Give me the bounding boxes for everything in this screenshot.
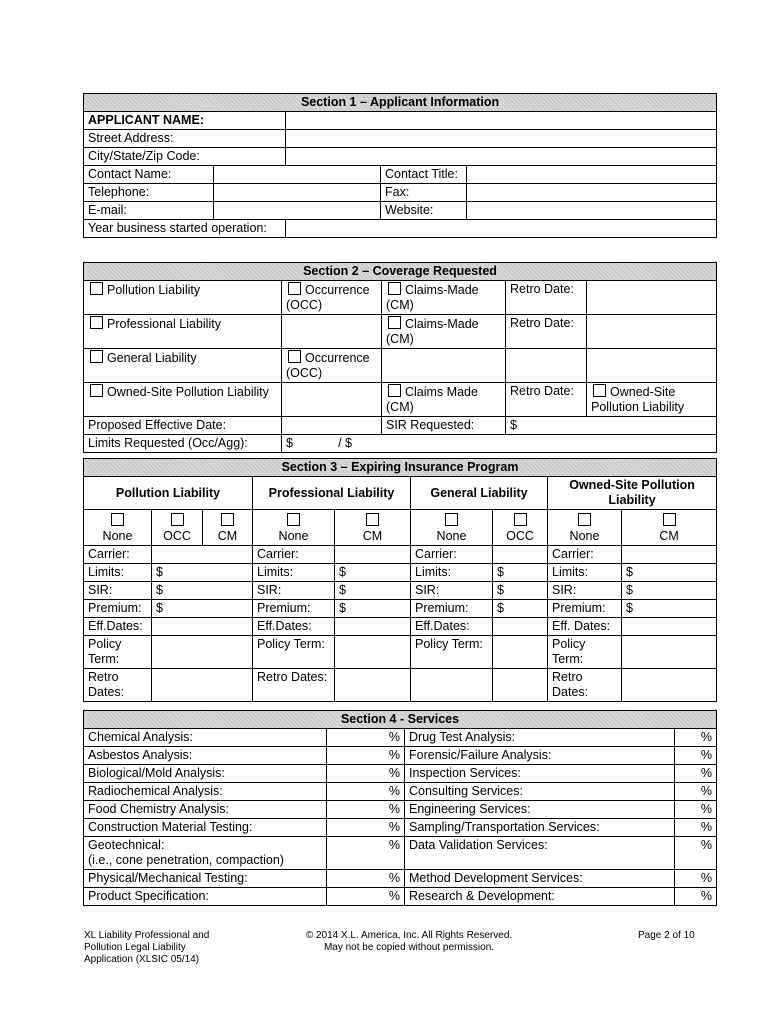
general-eff-dates-field[interactable] <box>493 618 548 636</box>
pollution-liability-label: Pollution Liability <box>107 283 201 297</box>
general-none-option[interactable] <box>411 510 493 546</box>
professional-retro-dates-label: Retro Dates: <box>253 669 335 702</box>
service-label-left: Chemical Analysis: <box>84 729 327 747</box>
page-number: Page 2 of 10 <box>638 930 695 941</box>
section-2-title: Section 2 – Coverage Requested <box>84 263 717 281</box>
contact-title-label: Contact Title: <box>381 166 467 184</box>
professional-cm-option[interactable] <box>335 510 411 546</box>
occ-label: OCC <box>506 529 534 543</box>
service-pct-left[interactable]: % <box>327 888 405 906</box>
pollution-limits-field[interactable]: $ <box>152 564 253 582</box>
general-retro-dates-label <box>411 669 493 702</box>
none-label: None <box>102 529 133 543</box>
year-started-field[interactable] <box>286 220 717 238</box>
street-address-label: Street Address: <box>84 130 286 148</box>
pollution-cm-option[interactable] <box>203 510 253 546</box>
owned-site-claims-made-label: Claims Made (CM) <box>386 385 478 414</box>
service-pct-left[interactable]: % <box>327 783 405 801</box>
service-pct-right[interactable]: % <box>675 888 717 906</box>
pollution-retro-dates-label: Retro Dates: <box>84 669 152 702</box>
pollution-none-checkbox[interactable] <box>111 513 124 526</box>
telephone-label: Telephone: <box>84 184 214 202</box>
proposed-effective-date-label: Proposed Effective Date: <box>84 417 282 435</box>
col-general-header: General Liability <box>411 477 548 510</box>
email-field[interactable] <box>214 202 381 220</box>
owned-sir-label: SIR: <box>548 582 622 600</box>
service-label-left: Geotechnical: <box>88 838 165 852</box>
professional-limits-field[interactable]: $ <box>335 564 411 582</box>
service-pct-right[interactable]: % <box>675 765 717 783</box>
pollution-policy-term-field[interactable] <box>152 636 253 669</box>
service-label-left: Construction Material Testing: <box>84 819 327 837</box>
pollution-occurrence-label: Occurrence (OCC) <box>286 283 370 312</box>
pollution-claims-made-label: Claims-Made (CM) <box>386 283 479 312</box>
service-label-right: Sampling/Transportation Services: <box>405 819 675 837</box>
year-started-label: Year business started operation: <box>84 220 286 238</box>
service-label-right: Inspection Services: <box>405 765 675 783</box>
section-4-title: Section 4 - Services <box>84 711 717 729</box>
pollution-claims-made-checkbox[interactable] <box>388 282 401 295</box>
professional-cm-checkbox[interactable] <box>366 513 379 526</box>
form-line-2: Pollution Legal Liability <box>84 942 186 953</box>
cm-label: CM <box>362 529 383 543</box>
owned-eff-dates-label: Eff. Dates: <box>548 618 622 636</box>
service-label-right: Engineering Services: <box>405 801 675 819</box>
owned-retro-dates-label: Retro Dates: <box>548 669 622 702</box>
cm-label: CM <box>217 529 238 543</box>
general-sir-field[interactable]: $ <box>493 582 548 600</box>
professional-liability-label: Professional Liability <box>107 317 221 331</box>
general-liability-label: General Liability <box>107 351 197 365</box>
service-label-right: Drug Test Analysis: <box>405 729 675 747</box>
limits-requested-field[interactable]: $ / $ <box>282 435 717 453</box>
section-3-title: Section 3 – Expiring Insurance Program <box>84 459 717 477</box>
service-pct-left[interactable]: % <box>327 765 405 783</box>
pollution-sir-label: SIR: <box>84 582 152 600</box>
owned-site-pollution-option[interactable] <box>587 383 717 417</box>
general-carrier-label: Carrier: <box>411 546 493 564</box>
service-label-right: Data Validation Services: <box>405 837 675 870</box>
applicant-name-field[interactable] <box>286 112 717 130</box>
form-line-1: XL Liability Professional and <box>84 930 210 941</box>
fax-field[interactable] <box>467 184 717 202</box>
service-label-left: Physical/Mechanical Testing: <box>84 870 327 888</box>
pollution-premium-label: Premium: <box>84 600 152 618</box>
general-liability-option[interactable] <box>84 349 282 383</box>
professional-limits-label: Limits: <box>253 564 335 582</box>
website-label: Website: <box>381 202 467 220</box>
pollution-retro-date-field[interactable] <box>587 281 717 315</box>
service-pct-right[interactable]: % <box>675 729 717 747</box>
service-pct-right[interactable]: % <box>675 801 717 819</box>
pollution-retro-date-label: Retro Date: <box>506 281 587 315</box>
professional-retro-dates-field[interactable] <box>335 669 411 702</box>
pollution-eff-dates-label: Eff.Dates: <box>84 618 152 636</box>
form-identifier <box>84 930 284 966</box>
form-line-3: Application (XLSIC 05/14) <box>84 954 200 965</box>
pollution-occ-checkbox[interactable] <box>171 513 184 526</box>
copyright-notice <box>274 930 544 954</box>
professional-empty-cell <box>282 315 382 349</box>
fax-label: Fax: <box>381 184 467 202</box>
owned-none-checkbox[interactable] <box>578 513 591 526</box>
none-label: None <box>569 529 600 543</box>
owned-cm-option[interactable] <box>622 510 717 546</box>
col-pollution-header: Pollution Liability <box>84 477 253 510</box>
general-occurrence-option[interactable] <box>282 349 382 383</box>
general-premium-field[interactable]: $ <box>493 600 548 618</box>
owned-site-option[interactable] <box>84 383 282 417</box>
general-liability-checkbox[interactable] <box>90 350 103 363</box>
telephone-field[interactable] <box>214 184 381 202</box>
cm-label: CM <box>659 529 679 543</box>
service-pct-left[interactable]: % <box>327 837 405 870</box>
pollution-premium-field[interactable]: $ <box>152 600 253 618</box>
professional-claims-made-label: Claims-Made (CM) <box>386 317 479 346</box>
owned-retro-dates-field[interactable] <box>622 669 717 702</box>
general-occurrence-label: Occurrence (OCC) <box>286 351 370 380</box>
general-none-checkbox[interactable] <box>445 513 458 526</box>
pollution-limits-label: Limits: <box>84 564 152 582</box>
owned-cm-checkbox[interactable] <box>663 513 676 526</box>
professional-eff-dates-field[interactable] <box>335 618 411 636</box>
service-pct-right[interactable]: % <box>675 783 717 801</box>
owned-site-pollution-checkbox[interactable] <box>593 384 606 397</box>
professional-sir-field[interactable]: $ <box>335 582 411 600</box>
professional-claims-made-option[interactable] <box>382 315 506 349</box>
professional-liability-checkbox[interactable] <box>90 316 103 329</box>
professional-carrier-label: Carrier: <box>253 546 335 564</box>
owned-premium-field[interactable]: $ <box>622 600 717 618</box>
professional-policy-term-field[interactable] <box>335 636 411 669</box>
col-owned-site-header: Owned-Site Pollution Liability <box>548 477 717 510</box>
general-limits-label: Limits: <box>411 564 493 582</box>
contact-title-field[interactable] <box>467 166 717 184</box>
general-occ-checkbox[interactable] <box>514 513 527 526</box>
general-empty-cell-3 <box>587 349 717 383</box>
service-label-right: Method Development Services: <box>405 870 675 888</box>
owned-carrier-label: Carrier: <box>548 546 622 564</box>
service-label-right: Research & Development: <box>405 888 675 906</box>
owned-site-retro-date-label: Retro Date: <box>506 383 587 417</box>
service-label-left: Biological/Mold Analysis: <box>84 765 327 783</box>
owned-site-checkbox[interactable] <box>90 384 103 397</box>
general-premium-label: Premium: <box>411 600 493 618</box>
professional-liability-option[interactable] <box>84 315 282 349</box>
proposed-effective-date-field[interactable] <box>282 417 382 435</box>
pollution-liability-checkbox[interactable] <box>90 282 103 295</box>
owned-limits-field[interactable]: $ <box>622 564 717 582</box>
general-limits-field[interactable]: $ <box>493 564 548 582</box>
professional-policy-term-label: Policy Term: <box>253 636 335 669</box>
service-pct-right[interactable]: % <box>675 870 717 888</box>
service-pct-left[interactable]: % <box>327 819 405 837</box>
professional-none-checkbox[interactable] <box>287 513 300 526</box>
general-empty-cell-2 <box>506 349 587 383</box>
contact-name-field[interactable] <box>214 166 381 184</box>
section-3-table <box>83 458 717 702</box>
service-label-left: Product Specification: <box>84 888 327 906</box>
general-policy-term-label: Policy Term: <box>411 636 493 669</box>
service-label-left: Food Chemistry Analysis: <box>84 801 327 819</box>
owned-eff-dates-field[interactable] <box>622 618 717 636</box>
general-empty-cell <box>382 349 506 383</box>
owned-premium-label: Premium: <box>548 600 622 618</box>
city-state-zip-field[interactable] <box>286 148 717 166</box>
service-label-left: Radiochemical Analysis: <box>84 783 327 801</box>
copyright-line-2: May not be copied without permission. <box>323 942 495 953</box>
service-pct-right[interactable]: % <box>675 819 717 837</box>
applicant-name-label: APPLICANT NAME: <box>84 112 286 130</box>
pollution-liability-option[interactable] <box>84 281 282 315</box>
general-policy-term-field[interactable] <box>493 636 548 669</box>
pollution-eff-dates-field[interactable] <box>152 618 253 636</box>
none-label: None <box>278 529 309 543</box>
owned-policy-term-field[interactable] <box>622 636 717 669</box>
sir-requested-field[interactable]: $ <box>506 417 717 435</box>
section-1-table <box>83 93 717 238</box>
limits-requested-label: Limits Requested (Occ/Agg): <box>84 435 282 453</box>
service-pct-left[interactable]: % <box>327 747 405 765</box>
pollution-occurrence-option[interactable] <box>282 281 382 315</box>
pollution-cm-checkbox[interactable] <box>221 513 234 526</box>
professional-retro-date-field[interactable] <box>587 315 717 349</box>
section-2-table <box>83 262 717 453</box>
street-address-field[interactable] <box>286 130 717 148</box>
service-label-right: Consulting Services: <box>405 783 675 801</box>
pollution-claims-made-option[interactable] <box>382 281 506 315</box>
professional-retro-date-label: Retro Date: <box>506 315 587 349</box>
service-pct-right[interactable]: % <box>675 837 717 870</box>
professional-none-option[interactable] <box>253 510 335 546</box>
service-pct-left[interactable]: % <box>327 801 405 819</box>
geotechnical-note: (i.e., cone penetration, compaction) <box>88 853 284 867</box>
none-label: None <box>436 529 467 543</box>
service-pct-right[interactable]: % <box>675 747 717 765</box>
service-pct-left[interactable]: % <box>327 870 405 888</box>
service-label-left: Asbestos Analysis: <box>84 747 327 765</box>
copyright-line-1: © 2014 X.L. America, Inc. All Rights Reserved. <box>305 930 513 941</box>
owned-site-claims-made-checkbox[interactable] <box>388 384 401 397</box>
pollution-occurrence-checkbox[interactable] <box>288 282 301 295</box>
general-sir-label: SIR: <box>411 582 493 600</box>
contact-name-label: Contact Name: <box>84 166 214 184</box>
professional-premium-field[interactable]: $ <box>335 600 411 618</box>
email-label: E-mail: <box>84 202 214 220</box>
professional-claims-made-checkbox[interactable] <box>388 316 401 329</box>
owned-limits-label: Limits: <box>548 564 622 582</box>
owned-none-option[interactable] <box>548 510 622 546</box>
occ-label: OCC <box>163 529 191 543</box>
pollution-carrier-field[interactable] <box>152 546 253 564</box>
professional-eff-dates-label: Eff.Dates: <box>253 618 335 636</box>
pollution-retro-dates-field[interactable] <box>152 669 253 702</box>
owned-site-pollution-label: Owned-Site Pollution Liability <box>591 385 685 414</box>
owned-carrier-field[interactable] <box>622 546 717 564</box>
general-retro-dates-field[interactable] <box>493 669 548 702</box>
service-geotechnical-cell <box>84 837 327 870</box>
owned-policy-term-label: Policy Term: <box>548 636 622 669</box>
owned-site-empty-cell <box>282 383 382 417</box>
section-4-table <box>83 710 717 906</box>
pollution-occ-option[interactable] <box>152 510 203 546</box>
service-pct-left[interactable]: % <box>327 729 405 747</box>
owned-site-claims-made-option[interactable] <box>382 383 506 417</box>
col-professional-header: Professional Liability <box>253 477 411 510</box>
owned-site-label: Owned-Site Pollution Liability <box>107 385 269 399</box>
general-eff-dates-label: Eff.Dates: <box>411 618 493 636</box>
website-field[interactable] <box>467 202 717 220</box>
professional-premium-label: Premium: <box>253 600 335 618</box>
general-carrier-field[interactable] <box>493 546 548 564</box>
pollution-none-option[interactable] <box>84 510 152 546</box>
pollution-policy-term-label: Policy Term: <box>84 636 152 669</box>
general-occurrence-checkbox[interactable] <box>288 350 301 363</box>
pollution-carrier-label: Carrier: <box>84 546 152 564</box>
owned-sir-field[interactable]: $ <box>622 582 717 600</box>
section-1-title: Section 1 – Applicant Information <box>84 94 717 112</box>
city-state-zip-label: City/State/Zip Code: <box>84 148 286 166</box>
professional-sir-label: SIR: <box>253 582 335 600</box>
sir-requested-label: SIR Requested: <box>382 417 506 435</box>
professional-carrier-field[interactable] <box>335 546 411 564</box>
service-label-right: Forensic/Failure Analysis: <box>405 747 675 765</box>
general-occ-option[interactable] <box>493 510 548 546</box>
pollution-sir-field[interactable]: $ <box>152 582 253 600</box>
